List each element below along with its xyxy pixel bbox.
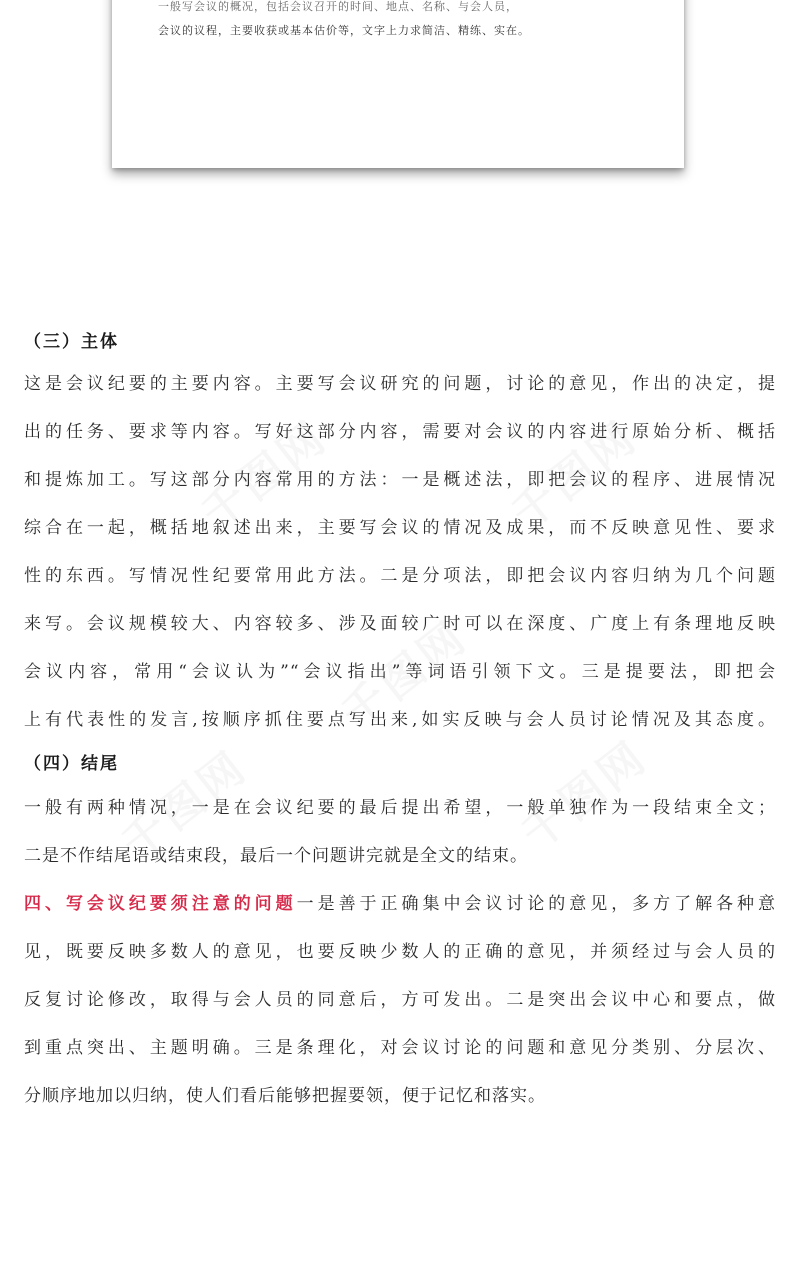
- section-ending-paragraph: [24, 784, 776, 880]
- paragraph-line: 这是会议纪要的主要内容。主要写会议研究的问题，讨论的意见，作出的决定，提: [24, 374, 776, 394]
- paragraph-line: 上有代表性的发言,按顺序抓住要点写出来,如实反映与会人员讨论情况及其态度。: [24, 710, 776, 730]
- section-heading-notes: 四、写会议纪要须注意的问题: [24, 894, 297, 914]
- preview-line-cut: 一般写会议的概况，包括会议召开的时间、地点、名称、与会人员，: [158, 0, 518, 13]
- paragraph-line: 反复讨论修改，取得与会人员的同意后，方可发出。二是突出会议中心和要点，做: [24, 990, 776, 1010]
- paragraph-line: 综合在一起，概括地叙述出来，主要写会议的情况及成果，而不反映意见性、要求: [24, 518, 776, 538]
- paragraph-line: 出的任务、要求等内容。写好这部分内容，需要对会议的内容进行原始分析、概括: [24, 422, 776, 442]
- section-notes-paragraph: [24, 880, 776, 1120]
- paragraph-line: 和提炼加工。写这部分内容常用的方法：一是概述法，即把会议的程序、进展情况: [24, 470, 776, 490]
- preview-line: 会议的议程，主要收获或基本估价等，文字上力求简洁、精练、实在。: [158, 24, 530, 37]
- paragraph-line: 二是不作结尾语或结束段，最后一个问题讲完就是全文的结束。: [24, 846, 528, 866]
- paragraph-line: 来写。会议规模较大、内容较多、涉及面较广时可以在深度、广度上有条理地反映: [24, 614, 776, 634]
- paragraph-line: 分顺序地加以归纳，使人们看后能够把握要领，便于记忆和落实。: [24, 1086, 546, 1106]
- article-body: [24, 324, 776, 1120]
- paragraph-line: 性的东西。写情况性纪要常用此方法。二是分项法，即把会议内容归纳为几个问题: [24, 566, 776, 586]
- document-preview-card: [112, 0, 684, 168]
- paragraph-line-first: [24, 880, 776, 928]
- paragraph-line: 见，既要反映多数人的意见，也要反映少数人的正确的意见，并须经过与会人员的: [24, 942, 776, 962]
- paragraph-text: 一是善于正确集中会议讨论的意见，多方了解各种意: [296, 894, 777, 914]
- section-heading-main-body: （三）主体: [24, 332, 119, 352]
- section-main-body-paragraph: [24, 360, 776, 744]
- section-heading-ending: （四）结尾: [24, 754, 119, 774]
- paragraph-line: 会议内容，常用“会议认为”“会议指出”等词语引领下文。三是提要法，即把会: [24, 662, 776, 682]
- paragraph-line: 到重点突出、主题明确。三是条理化，对会议讨论的问题和意见分类别、分层次、: [24, 1038, 776, 1058]
- paragraph-line: 一般有两种情况，一是在会议纪要的最后提出希望，一般单独作为一段结束全文；: [24, 798, 776, 818]
